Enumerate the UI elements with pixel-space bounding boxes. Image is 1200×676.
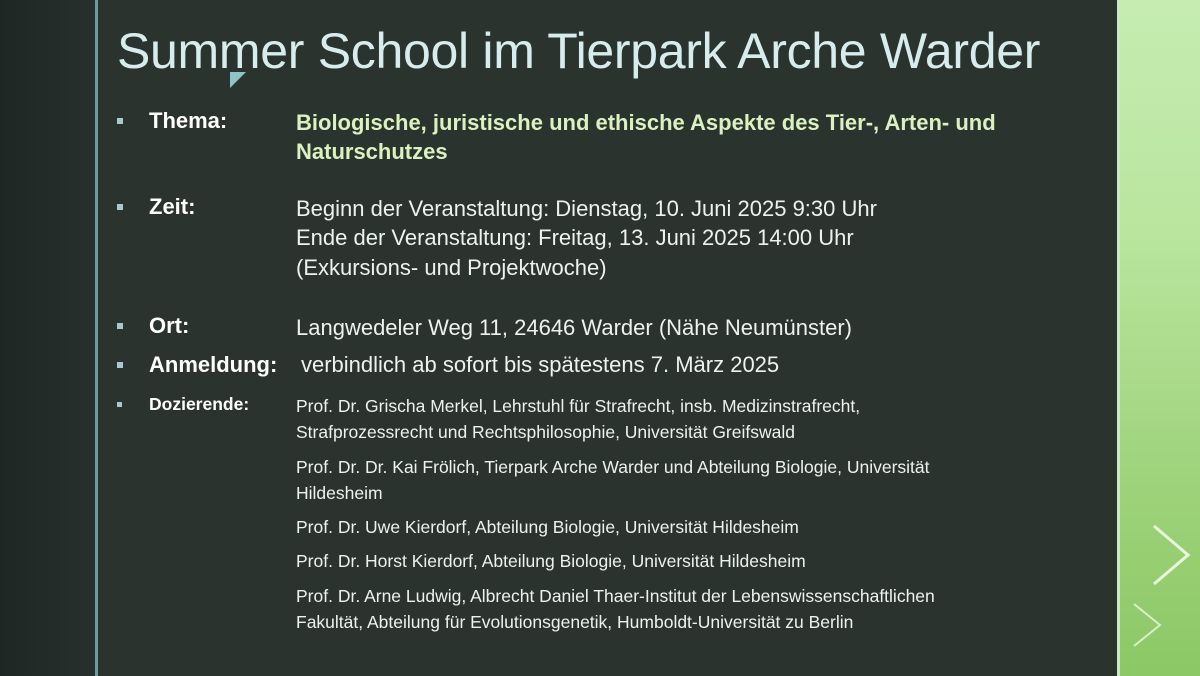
chevron-decoration-icon [1150,520,1200,590]
dozent-entry [296,583,935,636]
dozierende-label: Dozierende: [149,394,250,414]
dozent-line: Prof. Dr. Uwe Kierdorf, Abteilung Biologie, Universität Hildesheim [296,517,799,537]
chevron-decoration-icon [1130,600,1170,650]
dozent-line: Prof. Dr. Horst Kierdorf, Abteilung Biologie, Universität Hildesheim [296,551,806,572]
thema-line: Naturschutzes [296,139,448,165]
zeit-line: Beginn der Veranstaltung: Dienstag, 10. Juni 2025 9:30 Uhr [296,196,877,221]
dozierende-list [296,393,935,635]
left-vertical-line [95,0,98,676]
square-bullet-icon [117,118,123,124]
dozent-entry [296,454,935,507]
left-decor-band [0,0,96,676]
right-decor-panel [1120,0,1200,676]
dozent-entry [296,393,935,446]
thema-value [296,108,996,167]
square-bullet-icon [117,402,122,407]
thema-label: Thema: [149,108,228,133]
corner-triangle-icon [230,72,246,88]
dozent-line: Fakultät, Abteilung für Evolutionsgenetik, Humboldt-Universität zu Berlin [296,611,854,632]
zeit-line: Ende der Veranstaltung: Freitag, 13. Juni 2025 14:00 Uhr [296,225,854,251]
slide-title: Summer School im Tierpark Arche Warder [117,23,1041,79]
anmeldung-value: verbindlich ab sofort bis spätestens 7. März 2025 [301,352,780,377]
ort-label: Ort: [149,313,190,338]
dozent-line: Prof. Dr. Arne Ludwig, Albrecht Daniel Thaer-Institut der Lebenswissenschaftlichen [296,585,935,606]
dozent-line: Strafprozessrecht und Rechtsphilosophie, Universität Greifswald [296,422,795,443]
zeit-line: (Exkursions- und Projektwoche) [296,254,607,280]
anmeldung-label: Anmeldung: [149,352,278,377]
square-bullet-icon [117,323,123,329]
dozent-entry [296,514,935,540]
zeit-label: Zeit: [149,194,196,219]
square-bullet-icon [117,362,123,368]
dozent-line: Prof. Dr. Dr. Kai Frölich, Tierpark Arche Warder und Abteilung Biologie, Universität [296,456,930,477]
thema-line: Biologische, juristische und ethische Aspekte des Tier-, Arten- und [296,110,996,135]
square-bullet-icon [117,204,123,210]
zeit-value [296,194,877,282]
dozent-line: Hildesheim [296,482,383,503]
ort-value: Langwedeler Weg 11, 24646 Warder (Nähe Neumünster) [296,315,853,340]
dozent-entry [296,548,935,574]
dozent-line: Prof. Dr. Grischa Merkel, Lehrstuhl für Strafrecht, insb. Medizinstrafrecht, [296,396,861,416]
